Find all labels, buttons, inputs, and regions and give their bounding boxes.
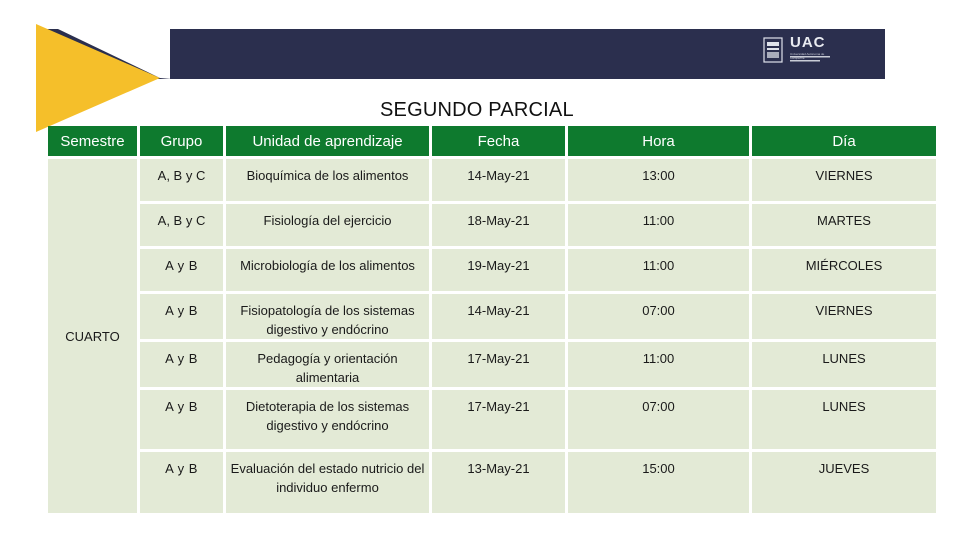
decorative-yellow-triangle [0, 0, 170, 140]
hora-cell: 15:00 [568, 449, 752, 513]
fecha-cell: 14-May-21 [432, 156, 568, 201]
dia-cell: LUNES [752, 387, 936, 449]
dia-cell: LUNES [752, 339, 936, 387]
semestre-cell: CUARTO [48, 156, 140, 513]
dia-cell: MIÉRCOLES [752, 246, 936, 291]
grupo-cell: A y B [140, 449, 226, 513]
fecha-cell: 14-May-21 [432, 291, 568, 339]
hora-cell: 11:00 [568, 246, 752, 291]
table-row [48, 201, 936, 246]
fecha-cell: 13-May-21 [432, 449, 568, 513]
fecha-cell: 19-May-21 [432, 246, 568, 291]
logo-text: UAC [790, 34, 826, 51]
exam-schedule-table [48, 126, 936, 513]
column-header-fecha: Fecha [432, 126, 568, 156]
table-row [48, 387, 936, 449]
table-row [48, 291, 936, 339]
dia-cell: VIERNES [752, 291, 936, 339]
grupo-cell: A y B [140, 339, 226, 387]
column-header-dia: Día [752, 126, 936, 156]
grupo-cell: A y B [140, 246, 226, 291]
grupo-cell: A y B [140, 387, 226, 449]
grupo-cell: A, B y C [140, 201, 226, 246]
table-row [48, 156, 936, 201]
hora-cell: 07:00 [568, 291, 752, 339]
hora-cell: 07:00 [568, 387, 752, 449]
unidad-cell: Microbiología de los alimentos [226, 246, 432, 291]
dia-cell: VIERNES [752, 156, 936, 201]
dia-cell: JUEVES [752, 449, 936, 513]
unidad-cell: Evaluación del estado nutricio del individuo enfermo [226, 449, 432, 513]
fecha-cell: 18-May-21 [432, 201, 568, 246]
fecha-cell: 17-May-21 [432, 339, 568, 387]
column-header-grupo: Grupo [140, 126, 226, 156]
unidad-cell: Fisiología del ejercicio [226, 201, 432, 246]
fecha-cell: 17-May-21 [432, 387, 568, 449]
hora-cell: 11:00 [568, 339, 752, 387]
table-header-row [48, 126, 936, 156]
column-header-unidad: Unidad de aprendizaje [226, 126, 432, 156]
grupo-cell: A y B [140, 291, 226, 339]
unidad-cell: Bioquímica de los alimentos [226, 156, 432, 201]
unidad-cell: Dietoterapia de los sistemas digestivo y endócrino [226, 387, 432, 449]
column-header-semestre: Semestre [48, 126, 140, 156]
grupo-cell: A, B y C [140, 156, 226, 201]
hora-cell: 11:00 [568, 201, 752, 246]
unidad-cell: Pedagogía y orientación alimentaria [226, 339, 432, 387]
logo-subtext: Universidad Autónoma de Campeche [790, 52, 825, 60]
table-row [48, 246, 936, 291]
column-header-hora: Hora [568, 126, 752, 156]
unidad-cell: Fisiopatología de los sistemas digestivo y endócrino [226, 291, 432, 339]
table-row [48, 449, 936, 513]
dia-cell: MARTES [752, 201, 936, 246]
hora-cell: 13:00 [568, 156, 752, 201]
page-title: SEGUNDO PARCIAL [380, 99, 574, 121]
table-row [48, 339, 936, 387]
